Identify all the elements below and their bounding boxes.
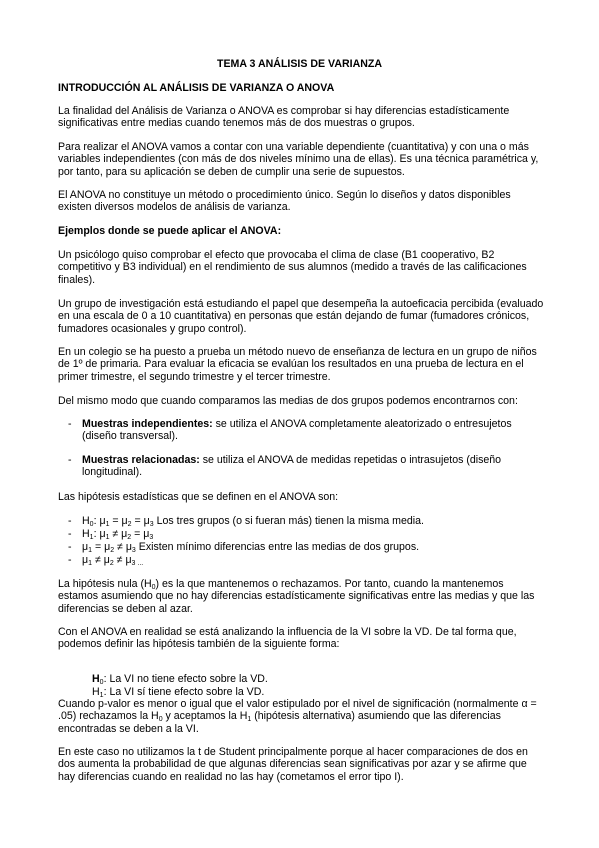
hypothesis-all-different [68,554,544,566]
list-item-related [68,454,544,479]
paragraph-purpose: La finalidad del Análisis de Varianza o ANOVA es comprobar si hay diferencias estadísticamente significativas entre medias cuando tenemos más de dos muestras o grupos. [58,105,510,130]
examples-heading: Ejemplos donde se puede aplicar el ANOVA: [58,225,282,237]
section-heading: INTRODUCCIÓN AL ANÁLISIS DE VARIANZA O ANOVA [58,82,335,94]
dash-bullet: - [68,554,72,566]
hypothesis-partial [68,541,544,553]
paragraph-models: El ANOVA no constituye un método o procedimiento único. Según lo diseños y datos disponibles existen diversos modelos de análisis de varianza. [58,189,511,214]
paragraph-p-value: Cuando p-valor es menor o igual que el valor estipulado por el nivel de significación (normalmente α = .05) rechazamos la $H_0$ y aceptamos la $H_1$ (hipótesis alternativa) asumiendo que las diferencias encontradas se deben a la VI. [58,698,537,735]
hypothesis-text: $H_1$: $\mu_1 \ne \mu_2 = \mu_3$ [82,528,154,541]
effect-h0: $H_0$: La VI no tiene efecto sobre la VD. [92,672,268,686]
example-3: En un colegio se ha puesto a prueba un método nuevo de enseñanza de lectura en un grupo de niños de 1º de primaria. Para evaluar la eficacia se evalúan los resultados en una prueba de lectura en el primer trimestre, el segundo trimestre y el tercer trimestre. [58,346,537,383]
hypothesis-text: $H_0$: $\mu_1 = \mu_2 = \mu_3$ Los tres grupos (o si fueran más) tienen la misma media. [82,515,424,528]
paragraph-null-hypothesis: La hipótesis nula $(H_0)$ es la que mantenemos o rechazamos. Por tanto, cuando la mantenemos estamos asumiendo que no hay diferencias estadísticamente significativas entre las medias y que las diferencias se deben al azar. [58,578,535,615]
dash-bullet: - [68,541,72,553]
hypothesis-text: $\mu_1 = \mu_2 \ne \mu_3$ Existen mínimo diferencias entre las medias de dos grupos. [82,541,420,554]
dash-bullet: - [68,454,72,466]
dash-bullet: - [68,515,72,527]
list-item-independent [68,418,544,443]
effect-h1: $H_1$: La VI sí tiene efecto sobre la VD. [92,685,265,699]
term-independent: Muestras independientes: [82,418,213,430]
hypothesis-h0 [68,515,544,527]
paragraph-vi-vd: Con el ANOVA en realidad se está analizando la influencia de la VI sobre la VD. De tal forma que, podemos definir las hipótesis también de la siguiente forma: [58,626,517,651]
paragraph-t-student: En este caso no utilizamos la t de Student principalmente porque al hacer comparaciones de dos en dos aumenta la probabilidad de que algunas diferencias sean significativas por azar y se afirme que hay diferencias cuando en realidad no las hay (cometamos el error tipo I). [58,746,528,783]
term-related: Muestras relacionadas: [82,454,200,466]
paragraph-hypotheses-intro: Las hipótesis estadísticas que se definen en el ANOVA son: [58,491,339,503]
list-item-text [82,418,544,443]
desc-related: se utiliza el ANOVA de medidas repetidas o intrasujetos (diseño longitudinal). [82,454,502,479]
example-1: Un psicólogo quiso comprobar el efecto que provocaba el clima de clase (B1 cooperativo, B2 competitivo y B3 individual) en el rendimiento de sus alumnos (medido a través de las calificaciones finales). [58,249,527,286]
desc-independent: se utiliza el ANOVA completamente aleatorizado o entresujetos (diseño transversal). [82,418,512,443]
dash-bullet: - [68,418,72,430]
dash-bullet: - [68,528,72,540]
paragraph-groups-intro: Del mismo modo que cuando comparamos las medias de dos grupos podemos encontrarnos con: [58,395,518,407]
hypothesis-text: $\mu_1 \ne \mu_2 \ne \mu_{3 ...}$ [82,554,144,567]
paragraph-variables: Para realizar el ANOVA vamos a contar con una variable dependiente (cuantitativa) y con una o más variables independientes (con más de dos niveles mínimo una de ellas). Es una técnica paramétrica y, por tanto, para su aplicación se deben de cumplir una serie de supuestos. [58,141,539,178]
document-title: TEMA 3 ANÁLISIS DE VARIANZA [217,58,382,70]
example-2: Un grupo de investigación está estudiando el papel que desempeña la autoeficacia percibida (evaluado en una escala de 0 a 10 cuantitativa) en personas que están dejando de fumar (fumadores crónicos, fumadores ocasionales y grupo control). [58,298,544,335]
hypothesis-h1 [68,528,544,540]
list-item-text [82,454,544,479]
